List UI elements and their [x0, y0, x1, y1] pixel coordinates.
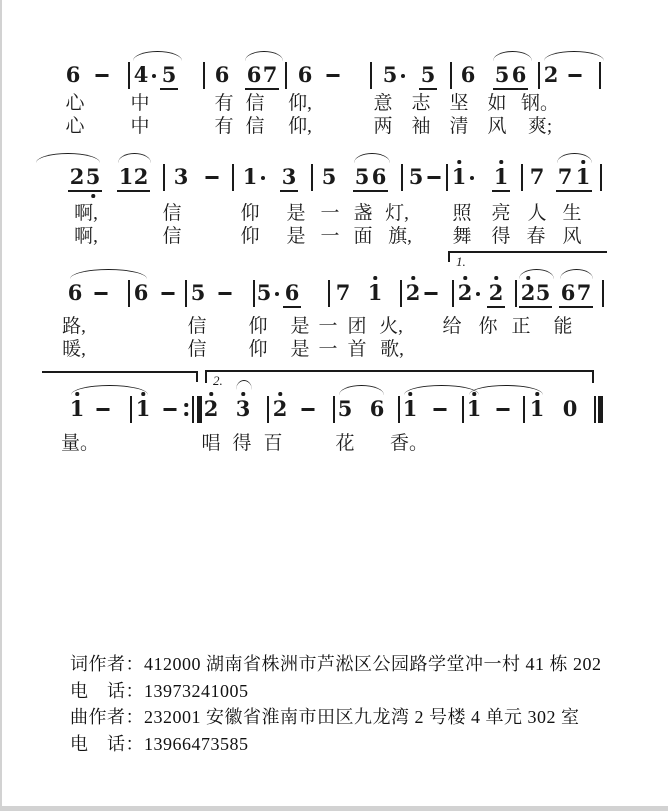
lyric-syllable: 盏: [353, 203, 373, 224]
eighth-underline: [487, 306, 505, 308]
slur-arc: [236, 380, 252, 390]
lyric-syllable: 仰: [248, 339, 268, 360]
note-digit: 6: [246, 62, 262, 87]
note-digit: 7: [529, 164, 545, 189]
duration-dash: [428, 176, 441, 179]
lyric-syllable: 袖: [411, 116, 431, 137]
lyric-syllable: 信: [245, 93, 265, 114]
lyric-syllable: 照: [452, 203, 472, 224]
slur-arc: [71, 385, 148, 395]
barline: [128, 62, 130, 89]
note-digit: 6: [297, 62, 313, 87]
augmentation-dot: [476, 292, 480, 296]
note-digit: 7: [576, 280, 592, 305]
final-thin-bar: [594, 396, 596, 423]
second-ending-end-tick: [592, 370, 594, 383]
second-ending-label: 2.: [213, 373, 223, 388]
lyric-syllable: 中: [130, 116, 150, 137]
barline: [267, 396, 269, 423]
lyric-syllable: 有: [214, 93, 234, 114]
duration-dash: [95, 292, 108, 295]
repeat-thick-bar: [197, 396, 202, 423]
lyric-syllable: 唱: [201, 433, 221, 454]
octave-dot-below: [91, 194, 95, 198]
lyric-syllable: 量。: [60, 433, 100, 454]
augmentation-dot: [470, 176, 474, 180]
duration-dash: [97, 408, 110, 411]
footer-line: 电 话：13966473585: [70, 734, 249, 754]
lyric-syllable: 心: [65, 116, 85, 137]
octave-dot-above: [494, 276, 498, 280]
note-digit: 3: [281, 164, 297, 189]
lyric-syllable: 仰: [240, 203, 260, 224]
eighth-underline: [510, 88, 528, 90]
note-digit: 5: [354, 164, 370, 189]
repeat-thin-bar: [192, 396, 194, 423]
barline: [450, 62, 452, 89]
note-digit: 5: [85, 164, 101, 189]
lyric-syllable: 啊,: [74, 203, 98, 224]
note-digit: 6: [369, 396, 385, 421]
first-ending-tick: [448, 251, 450, 262]
barline: [185, 280, 187, 307]
octave-dot-above: [241, 392, 245, 396]
lyric-syllable: 一: [320, 226, 340, 247]
barline: [163, 164, 165, 191]
first-ending-label: 1.: [456, 254, 466, 269]
note-digit: 5: [256, 280, 272, 305]
lyric-syllable: 两: [373, 116, 393, 137]
note-digit: 0: [562, 396, 578, 421]
lyric-syllable: 你: [478, 316, 498, 337]
lyric-syllable: 仰: [248, 316, 268, 337]
slur-arc: [404, 385, 479, 395]
lyric-syllable: 中: [130, 93, 150, 114]
lyric-syllable: 百: [263, 433, 283, 454]
slur-arc: [557, 153, 592, 163]
lyric-syllable: 香。: [389, 433, 429, 454]
note-digit: 1: [118, 164, 134, 189]
lyric-syllable: 得: [232, 433, 252, 454]
lyric-syllable: 旗,: [388, 226, 412, 247]
lyric-syllable: 志: [411, 93, 431, 114]
note-digit: 2: [69, 164, 85, 189]
note-digit: 5: [190, 280, 206, 305]
lyric-syllable: 信: [162, 226, 182, 247]
octave-dot-above: [411, 276, 415, 280]
lyric-syllable: 坚: [449, 93, 469, 114]
barline: [253, 280, 255, 307]
note-digit: 2: [203, 396, 219, 421]
lyric-syllable: 火,: [379, 316, 403, 337]
note-digit: 5: [494, 62, 510, 87]
second-ending-line: [205, 370, 592, 372]
note-digit: 6: [284, 280, 300, 305]
note-digit: 3: [235, 396, 251, 421]
second-ending-tick: [205, 370, 207, 383]
barline: [128, 280, 130, 307]
duration-dash: [219, 292, 232, 295]
barline: [602, 280, 604, 307]
lyric-syllable: 意: [373, 93, 393, 114]
eighth-underline: [132, 190, 150, 192]
lyric-syllable: 正: [511, 316, 531, 337]
note-digit: 6: [560, 280, 576, 305]
lyric-syllable: 风: [562, 226, 582, 247]
augmentation-dot: [152, 74, 156, 78]
lyric-syllable: 暖,: [62, 339, 86, 360]
note-digit: 2: [457, 280, 473, 305]
lyric-syllable: 舞: [452, 226, 472, 247]
note-digit: 2: [488, 280, 504, 305]
lyric-syllable: 仰: [240, 226, 260, 247]
barline: [521, 164, 523, 191]
lyric-syllable: 如: [487, 93, 507, 114]
lyric-syllable: 是: [290, 316, 310, 337]
final-thick-bar: [598, 396, 603, 423]
slur-arc: [36, 153, 100, 163]
slur-arc: [133, 51, 182, 61]
note-digit: 1: [402, 396, 418, 421]
duration-dash: [164, 408, 177, 411]
slur-arc: [519, 269, 554, 279]
first-ending-line: [448, 251, 607, 253]
note-digit: 2: [543, 62, 559, 87]
lyric-syllable: 啊,: [74, 226, 98, 247]
augmentation-dot: [401, 74, 405, 78]
barline: [130, 396, 132, 423]
slur-arc: [544, 51, 604, 61]
octave-dot-above: [457, 160, 461, 164]
barline: [333, 396, 335, 423]
note-digit: 1: [451, 164, 467, 189]
page-bottom-edge: [0, 806, 668, 811]
lyric-syllable: 信: [245, 116, 265, 137]
note-digit: 1: [242, 164, 258, 189]
duration-dash: [327, 74, 340, 77]
eighth-underline: [492, 190, 510, 192]
eighth-underline: [283, 306, 301, 308]
note-digit: 1: [575, 164, 591, 189]
note-digit: 3: [173, 164, 189, 189]
barline: [400, 280, 402, 307]
barline: [232, 164, 234, 191]
lyric-syllable: 歌,: [380, 339, 404, 360]
lyric-syllable: 仰,: [288, 116, 312, 137]
lyric-syllable: 团: [347, 316, 367, 337]
eighth-underline: [84, 190, 102, 192]
repeat-dot: [184, 412, 188, 416]
slur-arc: [469, 385, 543, 395]
note-digit: 1: [367, 280, 383, 305]
note-digit: 2: [133, 164, 149, 189]
eighth-underline: [575, 306, 593, 308]
lyric-syllable: 面: [353, 226, 373, 247]
barline: [398, 396, 400, 423]
duration-dash: [162, 292, 175, 295]
duration-dash: [206, 176, 219, 179]
octave-dot-above: [278, 392, 282, 396]
note-digit: 1: [135, 396, 151, 421]
lyric-syllable: 信: [187, 339, 207, 360]
lyric-syllable: 清: [449, 116, 469, 137]
eighth-underline: [574, 190, 592, 192]
barline: [462, 396, 464, 423]
octave-dot-above: [463, 276, 467, 280]
note-digit: 6: [511, 62, 527, 87]
footer-line: 曲作者：232001 安徽省淮南市田区九龙湾 2 号楼 4 单元 302 室: [70, 707, 580, 727]
lyric-syllable: 给: [442, 316, 462, 337]
duration-dash: [302, 408, 315, 411]
barline: [600, 164, 602, 191]
note-digit: 5: [337, 396, 353, 421]
lyric-syllable: 一: [320, 203, 340, 224]
octave-dot-above: [499, 160, 503, 164]
lyric-syllable: 灯,: [385, 203, 409, 224]
eighth-underline: [534, 306, 552, 308]
barline: [538, 62, 540, 89]
barline: [401, 164, 403, 191]
barline: [203, 62, 205, 89]
duration-dash: [425, 292, 438, 295]
lyric-syllable: 是: [286, 226, 306, 247]
note-digit: 6: [460, 62, 476, 87]
lyric-syllable: 首: [347, 339, 367, 360]
lyric-syllable: 路,: [62, 316, 86, 337]
octave-dot-above: [209, 392, 213, 396]
duration-dash: [569, 74, 582, 77]
lyric-syllable: 人: [527, 203, 547, 224]
note-digit: 1: [529, 396, 545, 421]
first-ending-continuation: [42, 371, 196, 373]
footer-line: 词作者：412000 湖南省株洲市芦淞区公园路学堂冲一村 41 栋 202: [70, 654, 602, 674]
octave-dot-above: [373, 276, 377, 280]
barline: [285, 62, 287, 89]
note-digit: 1: [466, 396, 482, 421]
lyric-syllable: 是: [290, 339, 310, 360]
lyric-syllable: 信: [187, 316, 207, 337]
lyric-syllable: 钢。: [520, 93, 560, 114]
eighth-underline: [261, 88, 279, 90]
barline: [311, 164, 313, 191]
lyric-syllable: 信: [162, 203, 182, 224]
eighth-underline: [280, 190, 298, 192]
note-digit: 6: [214, 62, 230, 87]
lyric-syllable: 春: [526, 226, 546, 247]
slur-arc: [354, 153, 390, 163]
barline: [328, 280, 330, 307]
augmentation-dot: [275, 292, 279, 296]
barline: [446, 164, 448, 191]
lyric-syllable: 能: [553, 316, 573, 337]
lyric-syllable: 仰,: [288, 93, 312, 114]
slur-arc: [118, 153, 151, 163]
lyric-syllable: 亮: [491, 203, 511, 224]
lyric-syllable: 风: [487, 116, 507, 137]
barline: [523, 396, 525, 423]
note-digit: 5: [382, 62, 398, 87]
note-digit: 6: [371, 164, 387, 189]
note-digit: 1: [493, 164, 509, 189]
note-digit: 5: [161, 62, 177, 87]
note-digit: 5: [408, 164, 424, 189]
note-digit: 7: [335, 280, 351, 305]
duration-dash: [434, 408, 447, 411]
lyric-syllable: 花: [335, 433, 355, 454]
note-digit: 5: [321, 164, 337, 189]
note-digit: 4: [133, 62, 149, 87]
note-digit: 6: [133, 280, 149, 305]
lyric-syllable: 爽;: [527, 116, 553, 137]
slur-arc: [560, 269, 593, 279]
barline: [515, 280, 517, 307]
page-left-edge: [0, 0, 2, 811]
note-digit: 1: [69, 396, 85, 421]
lyric-syllable: 一: [318, 339, 338, 360]
eighth-underline: [419, 88, 437, 90]
augmentation-dot: [261, 176, 265, 180]
eighth-underline: [556, 190, 574, 192]
lyric-syllable: 生: [562, 203, 582, 224]
footer-line: 电 话：13973241005: [70, 681, 249, 701]
note-digit: 2: [272, 396, 288, 421]
note-digit: 5: [535, 280, 551, 305]
lyric-syllable: 一: [318, 316, 338, 337]
barline: [599, 62, 601, 89]
slur-arc: [70, 269, 147, 279]
eighth-underline: [160, 88, 178, 90]
eighth-underline: [353, 190, 371, 192]
duration-dash: [497, 408, 510, 411]
note-digit: 7: [557, 164, 573, 189]
eighth-underline: [493, 88, 511, 90]
slur-arc: [245, 51, 283, 61]
note-digit: 6: [65, 62, 81, 87]
first-ending-end-tick: [196, 371, 198, 382]
barline: [370, 62, 372, 89]
note-digit: 6: [67, 280, 83, 305]
note-digit: 7: [262, 62, 278, 87]
slur-arc: [339, 385, 384, 395]
note-digit: 2: [520, 280, 536, 305]
lyric-syllable: 有: [214, 116, 234, 137]
lyric-syllable: 心: [65, 93, 85, 114]
eighth-underline: [370, 190, 388, 192]
note-digit: 5: [420, 62, 436, 87]
lyric-syllable: 得: [491, 226, 511, 247]
repeat-dot: [184, 403, 188, 407]
slur-arc: [493, 51, 532, 61]
note-digit: 2: [405, 280, 421, 305]
lyric-syllable: 是: [286, 203, 306, 224]
duration-dash: [96, 74, 109, 77]
barline: [452, 280, 454, 307]
